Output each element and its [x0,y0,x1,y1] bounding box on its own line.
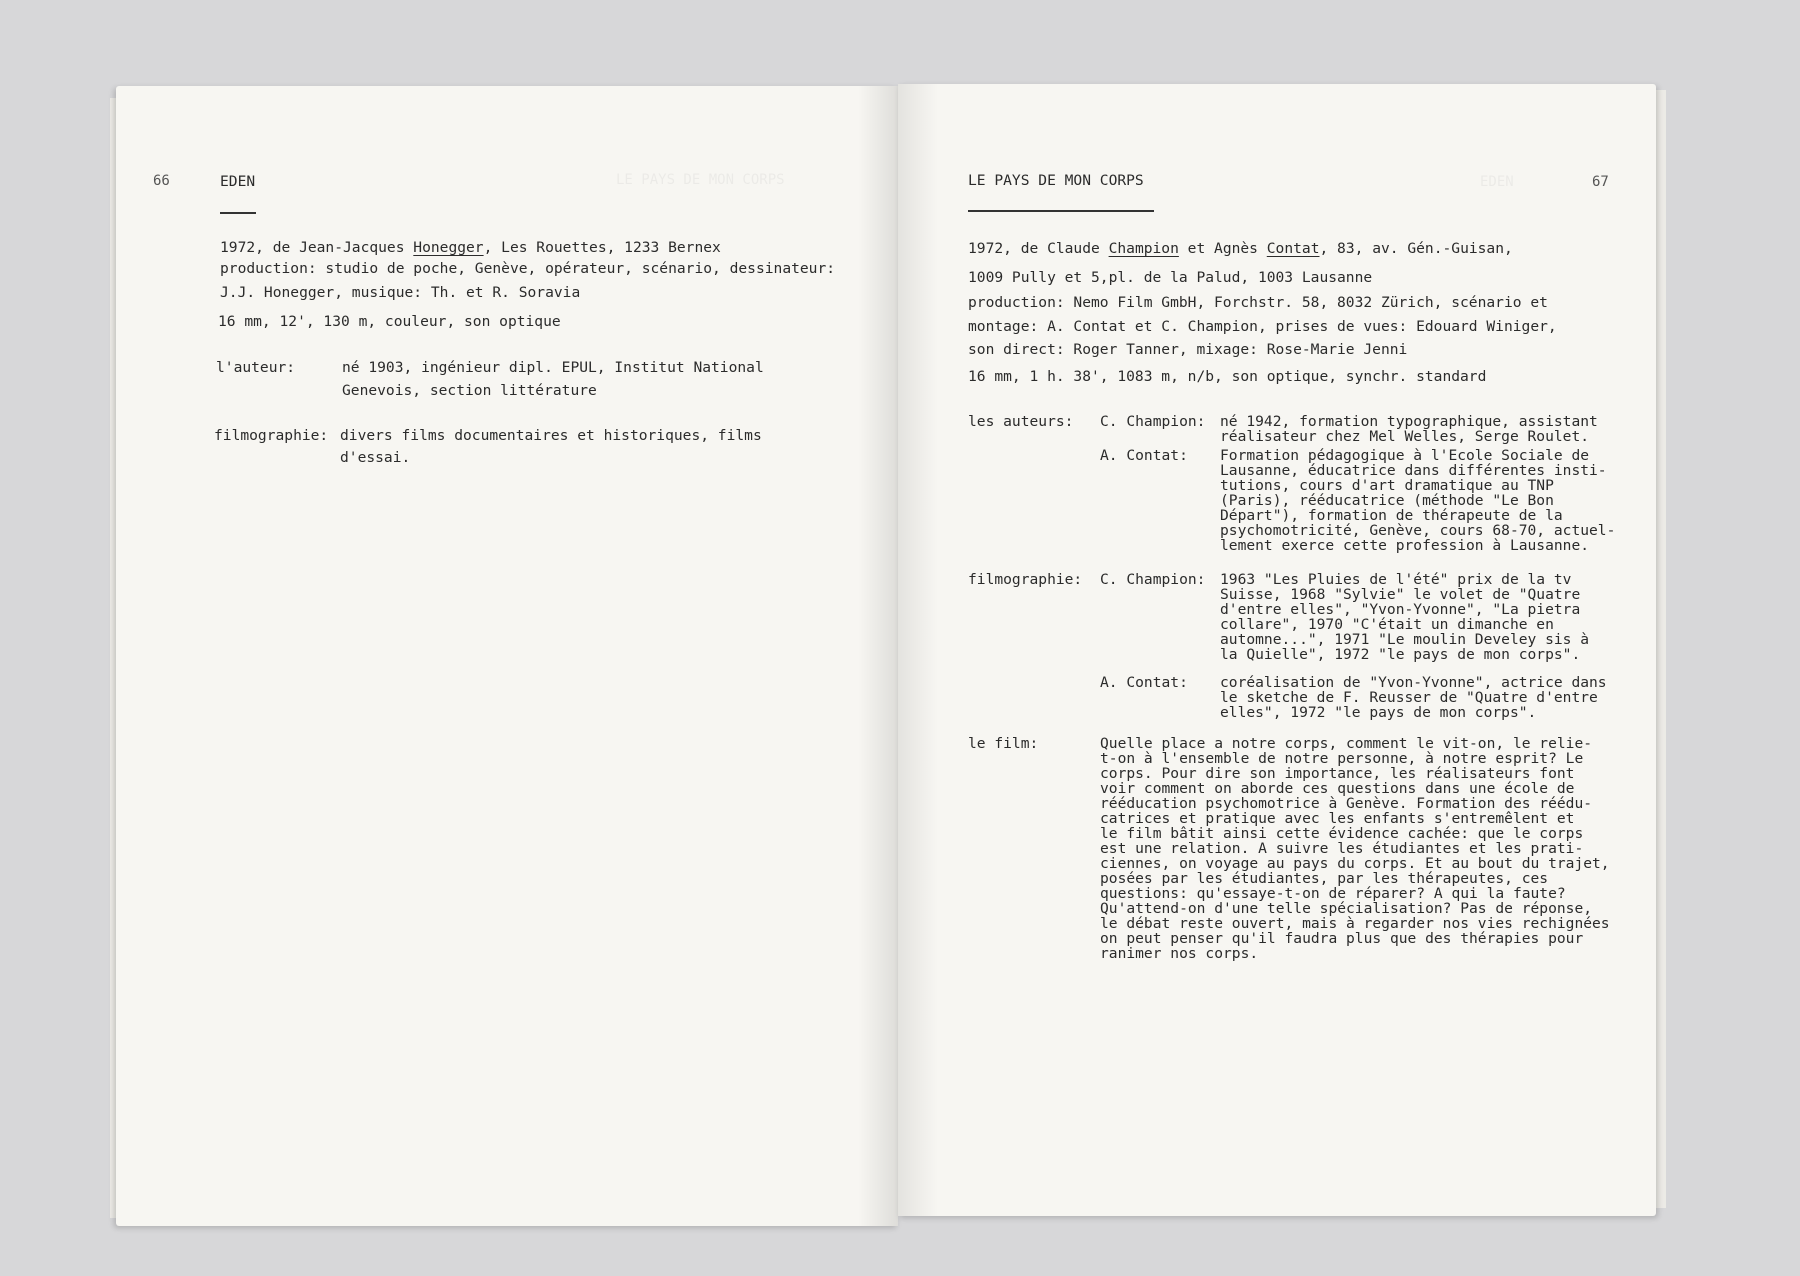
film-synopsis-line: le film bâtit ainsi cette évidence cachée: que le corps [1100,825,1584,842]
contat-bio-line: Départ"), formation de thérapeute de la [1220,507,1563,524]
page-number: 67 [1592,174,1609,190]
filmo-champion-line: d'entre elles", "Yvon-Yvonne", "La pietra [1220,601,1581,618]
film-synopsis-line: est une relation. A suivre les étudiantes et les prati- [1100,840,1584,857]
film-synopsis-line: Qu'attend-on d'une telle spécialisation? Pas de réponse, [1100,900,1593,917]
film-synopsis-line: posées par les étudiantes, par les thérapeutes, ces [1100,870,1549,887]
champion-bio-line: né 1942, formation typographique, assistant [1220,413,1598,430]
contat-bio-line: lement exerce cette profession à Lausanne. [1220,537,1590,554]
filmo-label: filmographie: [214,427,329,444]
film-synopsis-line: corps. Pour dire son importance, les réalisateurs font [1100,765,1575,782]
auteur-line: né 1903, ingénieur dipl. EPUL, Institut National [342,359,764,376]
filmo-contat-line: elles", 1972 "le pays de mon corps". [1220,704,1537,721]
left-page [116,86,898,1226]
credit-line: 1009 Pully et 5,pl. de la Palud, 1003 Lausanne [968,269,1373,286]
credit-line-1: 1972, de Jean-Jacques Honegger, Les Rouettes, 1233 Bernex [220,239,721,256]
filmo-champion-line: 1963 "Les Pluies de l'été" prix de la tv [1220,571,1572,588]
tech-specs: 16 mm, 12', 130 m, couleur, son optique [218,313,561,330]
film-synopsis-line: ranimer nos corps. [1100,945,1259,962]
champion-label: C. Champion: [1100,413,1206,430]
film-synopsis-line: le débat reste ouvert, mais à regarder nos vies rechignées [1100,915,1610,932]
champion-bio-line: réalisateur chez Mel Welles, Serge Roulet. [1220,428,1590,445]
credit-line-2: production: studio de poche, Genève, opérateur, scénario, dessinateur: [220,260,836,277]
film-synopsis-line: on peut penser qu'il faudra plus que des thérapies pour [1100,930,1584,947]
page-title: LE PAYS DE MON CORPS [968,172,1144,189]
filmo-line: divers films documentaires et historiques, films [340,427,762,444]
filmo-champion-label: C. Champion: [1100,571,1206,588]
auteurs-label: les auteurs: [968,413,1074,430]
auteur-line: Genevois, section littérature [342,382,597,399]
show-through-decor: LE PAYS DE MON CORPS [616,172,785,188]
contat-bio-line: (Paris), rééducatrice (méthode "Le Bon [1220,492,1554,509]
film-synopsis-line: Quelle place a notre corps, comment le vit-on, le relie- [1100,735,1593,752]
film-synopsis-line: rééducation psychomotrice à Genève. Formation des réédu- [1100,795,1593,812]
filmo-champion-line: automne...", 1971 "Le moulin Develey sis à [1220,631,1590,648]
show-through-decor: EDEN [1480,174,1514,190]
contat-label: A. Contat: [1100,447,1188,464]
right-page [898,84,1656,1216]
right-gutter-shadow [898,84,938,1216]
filmo-champion-line: collare", 1970 "C'était un dimanche en [1220,616,1554,633]
filmo-champion-line: la Quielle", 1972 "le pays de mon corps". [1220,646,1581,663]
film-synopsis-line: catrices et pratique avec les enfants s'entremêlent et [1100,810,1575,827]
filmo-label: filmographie: [968,571,1083,588]
contat-bio-line: Formation pédagogique à l'Ecole Sociale de [1220,447,1590,464]
tech-specs: 16 mm, 1 h. 38', 1083 m, n/b, son optique, synchr. standard [968,368,1487,385]
filmo-contat-line: coréalisation de "Yvon-Yvonne", actrice dans [1220,674,1607,691]
film-synopsis-line: ciennes, on voyage au pays du corps. Et au bout du trajet, [1100,855,1610,872]
filmo-contat-label: A. Contat: [1100,674,1188,691]
left-gutter-shadow [858,86,898,1226]
page-number: 66 [153,173,170,189]
film-synopsis-line: questions: qu'essaye-t-on de réparer? A qui la faute? [1100,885,1566,902]
film-synopsis-line: voir comment on aborde ces questions dans une école de [1100,780,1575,797]
film-synopsis-line: t-on à l'ensemble de notre personne, à notre esprit? Le [1100,750,1584,767]
credit-line: montage: A. Contat et C. Champion, prises de vues: Edouard Winiger, [968,318,1557,335]
auteur-label: l'auteur: [216,359,296,376]
filmo-contat-line: le sketche de F. Reusser de "Quatre d'entre [1220,689,1598,706]
filmo-line: d'essai. [340,449,411,466]
credit-line-3: J.J. Honegger, musique: Th. et R. Soravia [220,284,581,301]
credit-line: son direct: Roger Tanner, mixage: Rose-Marie Jenni [968,341,1408,358]
film-label: le film: [968,735,1039,752]
credit-line: production: Nemo Film GmbH, Forchstr. 58, 8032 Zürich, scénario et [968,294,1548,311]
credit-line-1: 1972, de Claude Champion et Agnès Contat, 83, av. Gén.-Guisan, [968,240,1513,257]
page-title: EDEN [220,173,256,190]
contat-bio-line: tutions, cours d'art dramatique au TNP [1220,477,1554,494]
filmo-champion-line: Suisse, 1968 "Sylvie" le volet de "Quatre [1220,586,1581,603]
contat-bio-line: psychomotricité, Genève, cours 68-70, actuel- [1220,522,1616,539]
title-underline [220,212,256,214]
contat-bio-line: Lausanne, éducatrice dans différentes insti- [1220,462,1607,479]
title-underline [968,210,1154,212]
